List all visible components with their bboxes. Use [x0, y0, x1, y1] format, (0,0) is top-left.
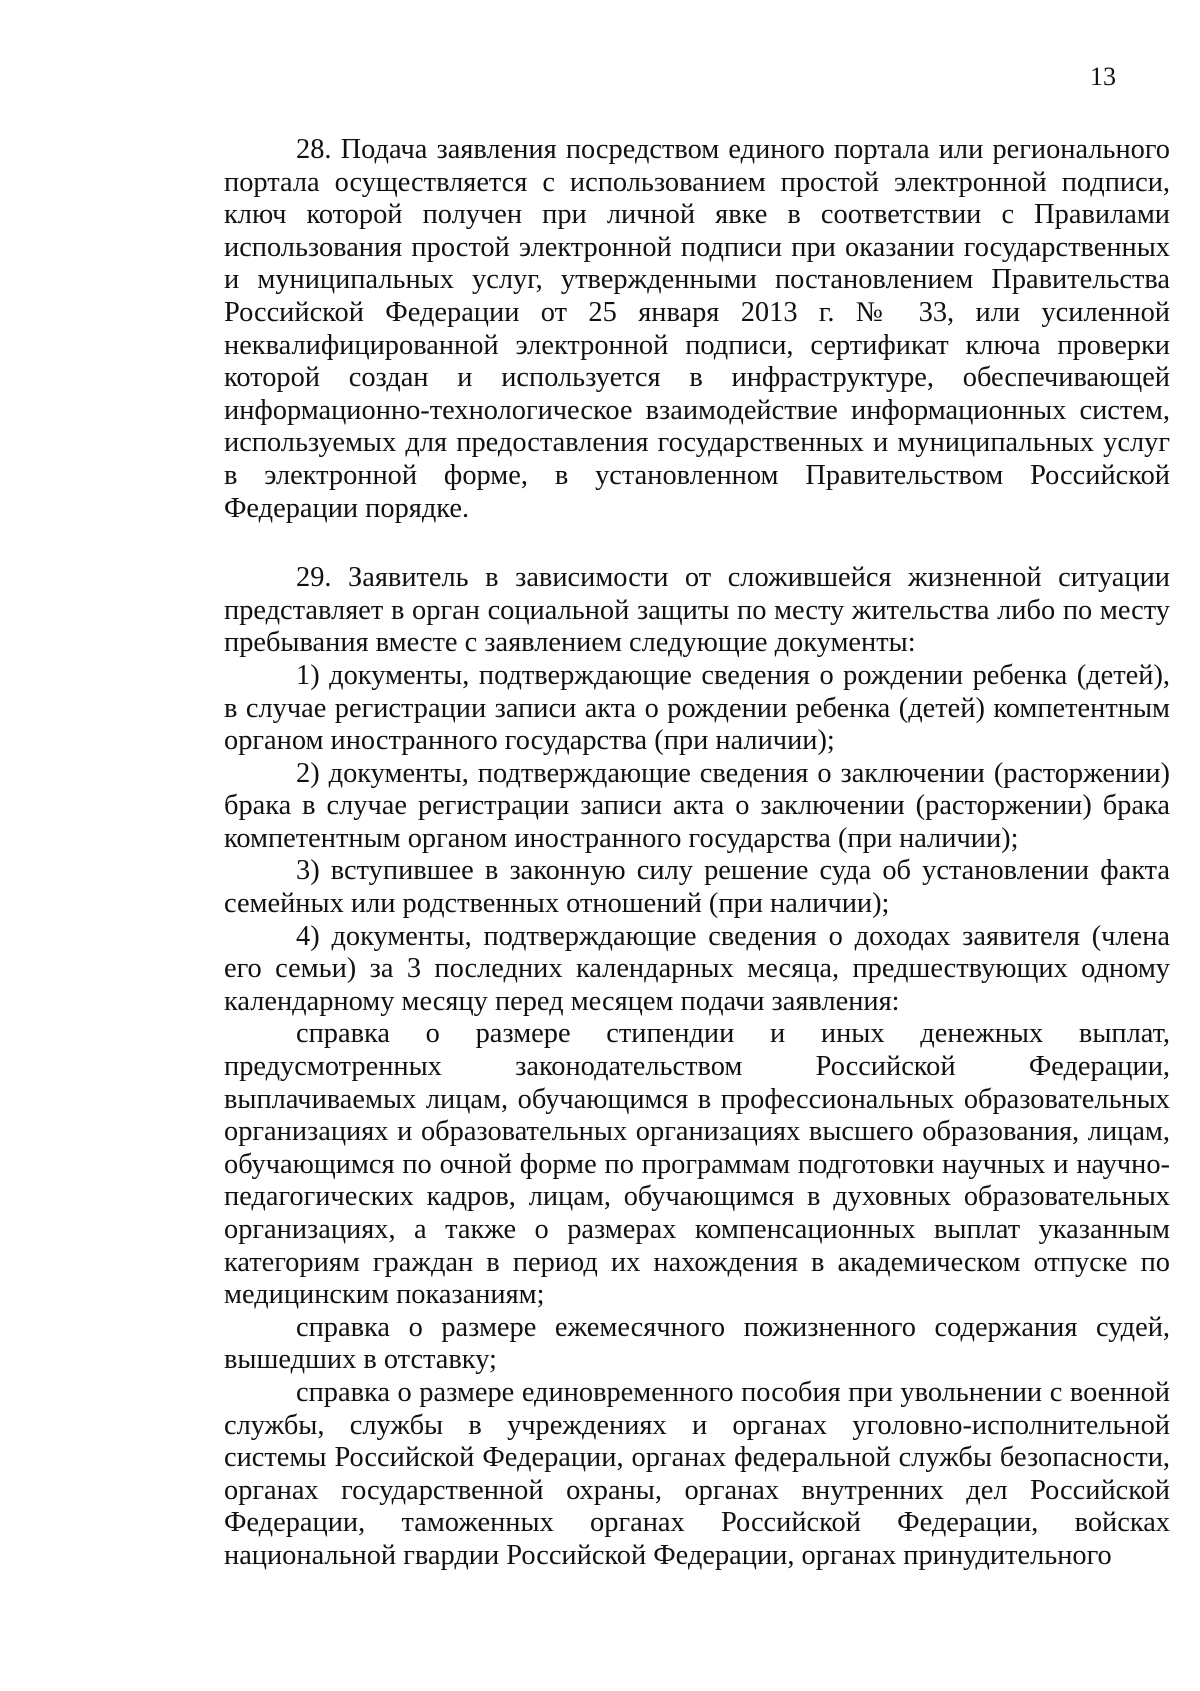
certificate-scholarship: справка о размере стипендии и иных денежных выплат, предусмотренных законодательством Российской Федерации, выплачиваемых лицам, обучающимся в профессиональных образовательных организациях и образовательных организациях высшего образования, лицам, обучающимся по очной форме по программам подготовки научных и научно-педагогических кадров, лицам, обучающимся в духовных образовательных организациях, а также о размерах компенсационных выплат указанным категориям граждан в период их нахождения в академическом отпуске по медицинским показаниям;: [224, 1018, 1170, 1311]
certificate-judges: справка о размере ежемесячного пожизненного содержания судей, вышедших в отставку;: [224, 1311, 1170, 1376]
paragraph-28: 28. Подача заявления посредством единого портала или регионального портала осуществляется с использованием простой электронной подписи, ключ которой получен при личной явке в соответствии с Правилами использования простой электронной подписи при оказании государственных и муниципальных услуг, утвержденными постановлением Правительства Российской Федерации от 25 января 2013 г. № 33, или усиленной неквалифицированной электронной подписи, сертификат ключа проверки которой создан и используется в инфраструктуре, обеспечивающей информационно-технологическое взаимодействие информационных систем, используемых для предоставления государственных и муниципальных услуг в электронной форме, в установленном Правительством Российской Федерации порядке.: [224, 134, 1170, 524]
list-item-2: 2) документы, подтверждающие сведения о заключении (расторжении) брака в случае регистрации записи акта о заключении (расторжении) брака компетентным органом иностранного государства (при наличии);: [224, 757, 1170, 854]
list-item-4: 4) документы, подтверждающие сведения о доходах заявителя (члена его семьи) за 3 последних календарных месяца, предшествующих одному календарному месяцу перед месяцем подачи заявления:: [224, 920, 1170, 1017]
page-number: 13: [1090, 62, 1116, 91]
list-item-3: 3) вступившее в законную силу решение суда об установлении факта семейных или родственных отношений (при наличии);: [224, 855, 1170, 920]
list-item-1: 1) документы, подтверждающие сведения о рождении ребенка (детей), в случае регистрации записи акта о рождении ребенка (детей) компетентным органом иностранного государства (при наличии);: [224, 659, 1170, 757]
certificate-dismissal-allowance: справка о размере единовременного пособия при увольнении с военной службы, службы в учреждениях и органах уголовно-исполнительной системы Российской Федерации, органах федеральной службы безопасности, органах государственной охраны, органах внутренних дел Российской Федерации, таможенных органах Российской Федерации, войсках национальной гвардии Российской Федерации, органах принудительного: [224, 1376, 1170, 1571]
paragraph-29: 29. Заявитель в зависимости от сложившейся жизненной ситуации представляет в орган социальной защиты по месту жительства либо по месту пребывания вместе с заявлением следующие документы:: [224, 562, 1170, 659]
document-body: [224, 134, 1170, 1573]
